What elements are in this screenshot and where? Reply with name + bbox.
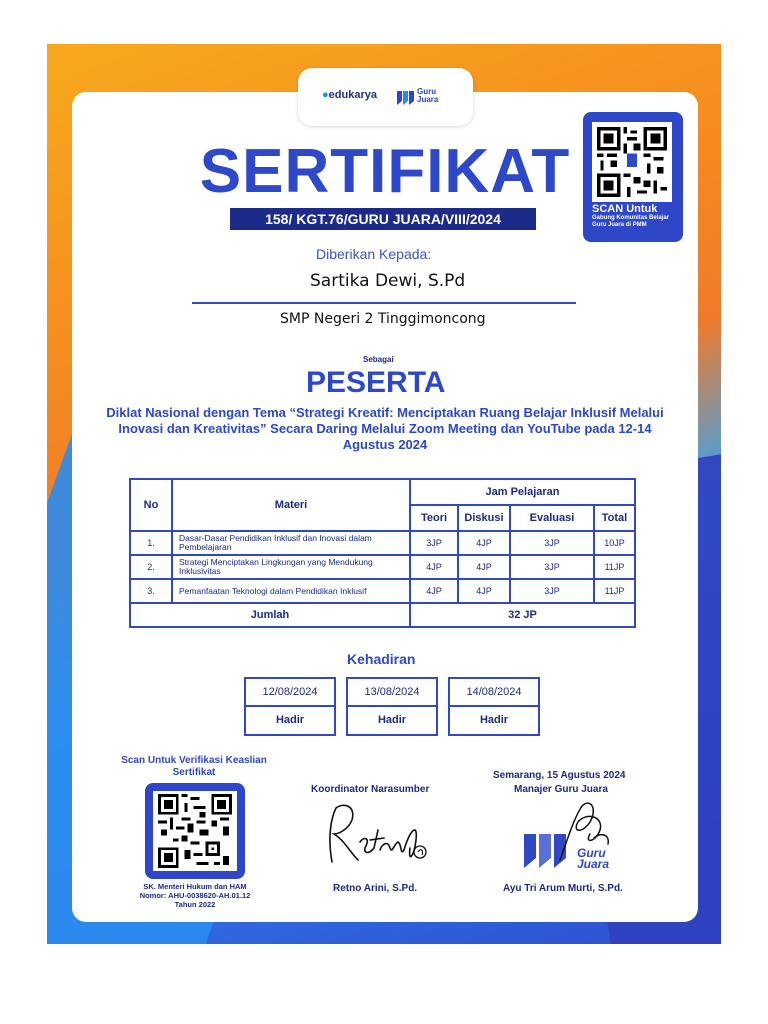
- legal-registration: SK. Menteri Hukum dan HAM Nomor: AHU-0038620-AH.01.12 Tahun 2022: [139, 882, 251, 909]
- row-total: 11JP: [594, 579, 635, 603]
- row-no: 3.: [130, 579, 172, 603]
- recipient-school: SMP Negeri 2 Tinggimoncong: [280, 311, 486, 327]
- header-materi: Materi: [172, 479, 410, 531]
- row-total: 11JP: [594, 555, 635, 579]
- material-table: [129, 478, 636, 628]
- attendance-status: Hadir: [377, 714, 407, 726]
- row-total: 10JP: [594, 531, 635, 555]
- attendance-day-2: [346, 677, 438, 736]
- row-evaluasi: 3JP: [510, 555, 594, 579]
- verification-qr-code-icon[interactable]: [156, 794, 234, 868]
- row-evaluasi: 3JP: [510, 579, 594, 603]
- row-no: 2.: [130, 555, 172, 579]
- guru-juara-logo-text: Guru Juara: [417, 87, 439, 104]
- coordinator-signature: [318, 800, 438, 870]
- header-diskusi: Diskusi: [458, 505, 510, 531]
- participant-role: PESERTA: [306, 366, 446, 399]
- header-evaluasi: Evaluasi: [510, 505, 594, 531]
- row-materi: Strategi Menciptakan Lingkungan yang Mendukung Inklusivitas: [172, 555, 410, 579]
- attendance-status: Hadir: [479, 714, 509, 726]
- guru-juara-logo-icon: [396, 89, 416, 107]
- row-diskusi: 4JP: [458, 555, 510, 579]
- verification-title: Scan Untuk Verifikasi Keaslian Sertifikat: [121, 755, 267, 778]
- certificate-number: 158/ KGT.76/GURU JUARA/VIII/2024: [230, 208, 536, 230]
- manager-role: Manajer Guru Juara: [514, 784, 608, 795]
- manager-name: Ayu Tri Arum Murti, S.Pd.: [503, 883, 623, 894]
- attendance-date: 12/08/2024: [246, 679, 334, 707]
- header-jam-pelajaran: Jam Pelajaran: [410, 479, 635, 505]
- community-qr-subtitle: Gabung Komunitas Belajar Guru Juara di PMM: [592, 215, 670, 228]
- community-qr-title: SCAN Untuk: [592, 203, 658, 215]
- manager-signature: [520, 798, 630, 878]
- table-row: [130, 555, 635, 579]
- attendance-day-3: [448, 677, 540, 736]
- name-divider: [192, 302, 576, 304]
- row-teori: 3JP: [410, 531, 458, 555]
- coordinator-role: Koordinator Narasumber: [311, 784, 430, 795]
- table-row: [130, 579, 635, 603]
- row-diskusi: 4JP: [458, 531, 510, 555]
- attendance-title: Kehadiran: [347, 651, 416, 667]
- row-materi: Dasar-Dasar Pendidikan Inklusif dan Inovasi dalam Pembelajaran: [172, 531, 410, 555]
- total-value: 32 JP: [410, 603, 635, 627]
- given-to-label: Diberikan Kepada:: [316, 246, 432, 262]
- row-materi: Pemanfaatan Teknologi dalam Pendidikan Inklusif: [172, 579, 410, 603]
- attendance-day-1: [244, 677, 336, 736]
- coordinator-name: Retno Arini, S.Pd.: [333, 883, 418, 894]
- table-row: [130, 531, 635, 555]
- attendance-date: 13/08/2024: [348, 679, 436, 707]
- certificate-title: SERTIFIKAT: [199, 137, 571, 206]
- row-teori: 4JP: [410, 555, 458, 579]
- recipient-name: Sartika Dewi, S.Pd: [310, 271, 466, 291]
- row-no: 1.: [130, 531, 172, 555]
- community-qr-code-icon[interactable]: [597, 127, 667, 197]
- attendance-status: Hadir: [275, 714, 305, 726]
- as-label: Sebagai: [363, 355, 394, 364]
- row-diskusi: 4JP: [458, 579, 510, 603]
- row-evaluasi: 3JP: [510, 531, 594, 555]
- manager-mark-text: Guru Juara: [577, 846, 610, 871]
- attendance-date: 14/08/2024: [450, 679, 538, 707]
- header-no: No: [130, 479, 172, 531]
- table-total-row: [130, 603, 635, 627]
- header-teori: Teori: [410, 505, 458, 531]
- edukarya-logo: ●edukarya: [322, 89, 377, 101]
- total-label: Jumlah: [130, 603, 410, 627]
- place-date: Semarang, 15 Agustus 2024: [493, 770, 626, 781]
- header-total: Total: [594, 505, 635, 531]
- row-teori: 4JP: [410, 579, 458, 603]
- training-theme: Diklat Nasional dengan Tema “Strategi Kreatif: Menciptakan Ruang Belajar Inklusif Melalui Inovasi dan Kreativitas” Secara Daring Melalui Zoom Meeting dan YouTube pada 12-14 Agustus 2024: [106, 405, 664, 452]
